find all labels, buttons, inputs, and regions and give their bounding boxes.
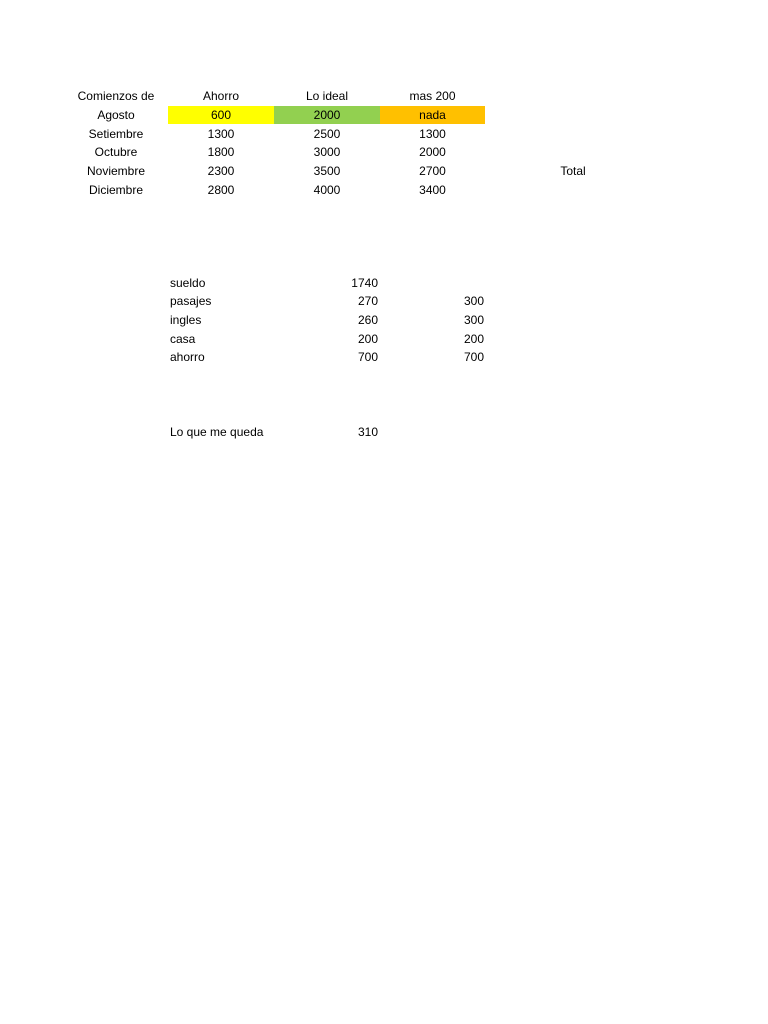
month-cell-octubre[interactable]: Octubre <box>94 145 138 159</box>
ahorro-cell-noviembre[interactable]: 2300 <box>207 164 235 178</box>
total-label-cell[interactable]: Total <box>560 164 586 178</box>
ahorro-cell-diciembre[interactable]: 2800 <box>207 183 235 197</box>
month-cell-setiembre[interactable]: Setiembre <box>88 127 144 141</box>
month-cell-diciembre[interactable]: Diciembre <box>88 183 143 197</box>
month-cell-agosto[interactable]: Agosto <box>97 108 135 122</box>
ideal-cell-octubre[interactable]: 3000 <box>313 145 341 159</box>
ideal-cell-agosto[interactable]: 2000 <box>274 106 380 124</box>
header-lo-ideal[interactable]: Lo ideal <box>305 89 349 103</box>
header-months-label[interactable]: Comienzos de <box>77 89 155 103</box>
budget-label-ingles[interactable]: ingles <box>170 313 202 327</box>
ideal-cell-noviembre[interactable]: 3500 <box>313 164 341 178</box>
budget-value-ahorro[interactable]: 700 <box>357 350 378 364</box>
month-cell-noviembre[interactable]: Noviembre <box>86 164 146 178</box>
budget-alt-pasajes[interactable]: 300 <box>463 294 484 308</box>
mas200-cell-setiembre[interactable]: 1300 <box>419 127 446 141</box>
header-mas-200[interactable]: mas 200 <box>409 89 456 103</box>
budget-value-pasajes[interactable]: 270 <box>357 294 378 308</box>
budget-alt-ahorro[interactable]: 700 <box>463 350 484 364</box>
budget-value-casa[interactable]: 200 <box>357 332 378 346</box>
mas200-cell-octubre[interactable]: 2000 <box>419 145 446 159</box>
ideal-cell-diciembre[interactable]: 4000 <box>313 183 341 197</box>
ahorro-cell-agosto[interactable]: 600 <box>168 106 274 124</box>
ahorro-cell-octubre[interactable]: 1800 <box>207 145 235 159</box>
mas200-cell-noviembre[interactable]: 2700 <box>419 164 446 178</box>
mas200-cell-agosto[interactable]: nada <box>380 106 485 124</box>
budget-alt-ingles[interactable]: 300 <box>463 313 484 327</box>
remainder-label[interactable]: Lo que me queda <box>170 425 264 439</box>
budget-label-sueldo[interactable]: sueldo <box>170 276 206 290</box>
budget-value-sueldo[interactable]: 1740 <box>351 276 378 290</box>
ideal-cell-setiembre[interactable]: 2500 <box>313 127 341 141</box>
budget-label-casa[interactable]: casa <box>170 332 196 346</box>
ahorro-cell-setiembre[interactable]: 1300 <box>207 127 235 141</box>
header-ahorro[interactable]: Ahorro <box>202 89 240 103</box>
budget-value-ingles[interactable]: 260 <box>357 313 378 327</box>
budget-alt-casa[interactable]: 200 <box>463 332 484 346</box>
mas200-cell-diciembre[interactable]: 3400 <box>419 183 446 197</box>
remainder-value[interactable]: 310 <box>357 425 378 439</box>
budget-label-ahorro[interactable]: ahorro <box>170 350 205 364</box>
budget-label-pasajes[interactable]: pasajes <box>170 294 212 308</box>
